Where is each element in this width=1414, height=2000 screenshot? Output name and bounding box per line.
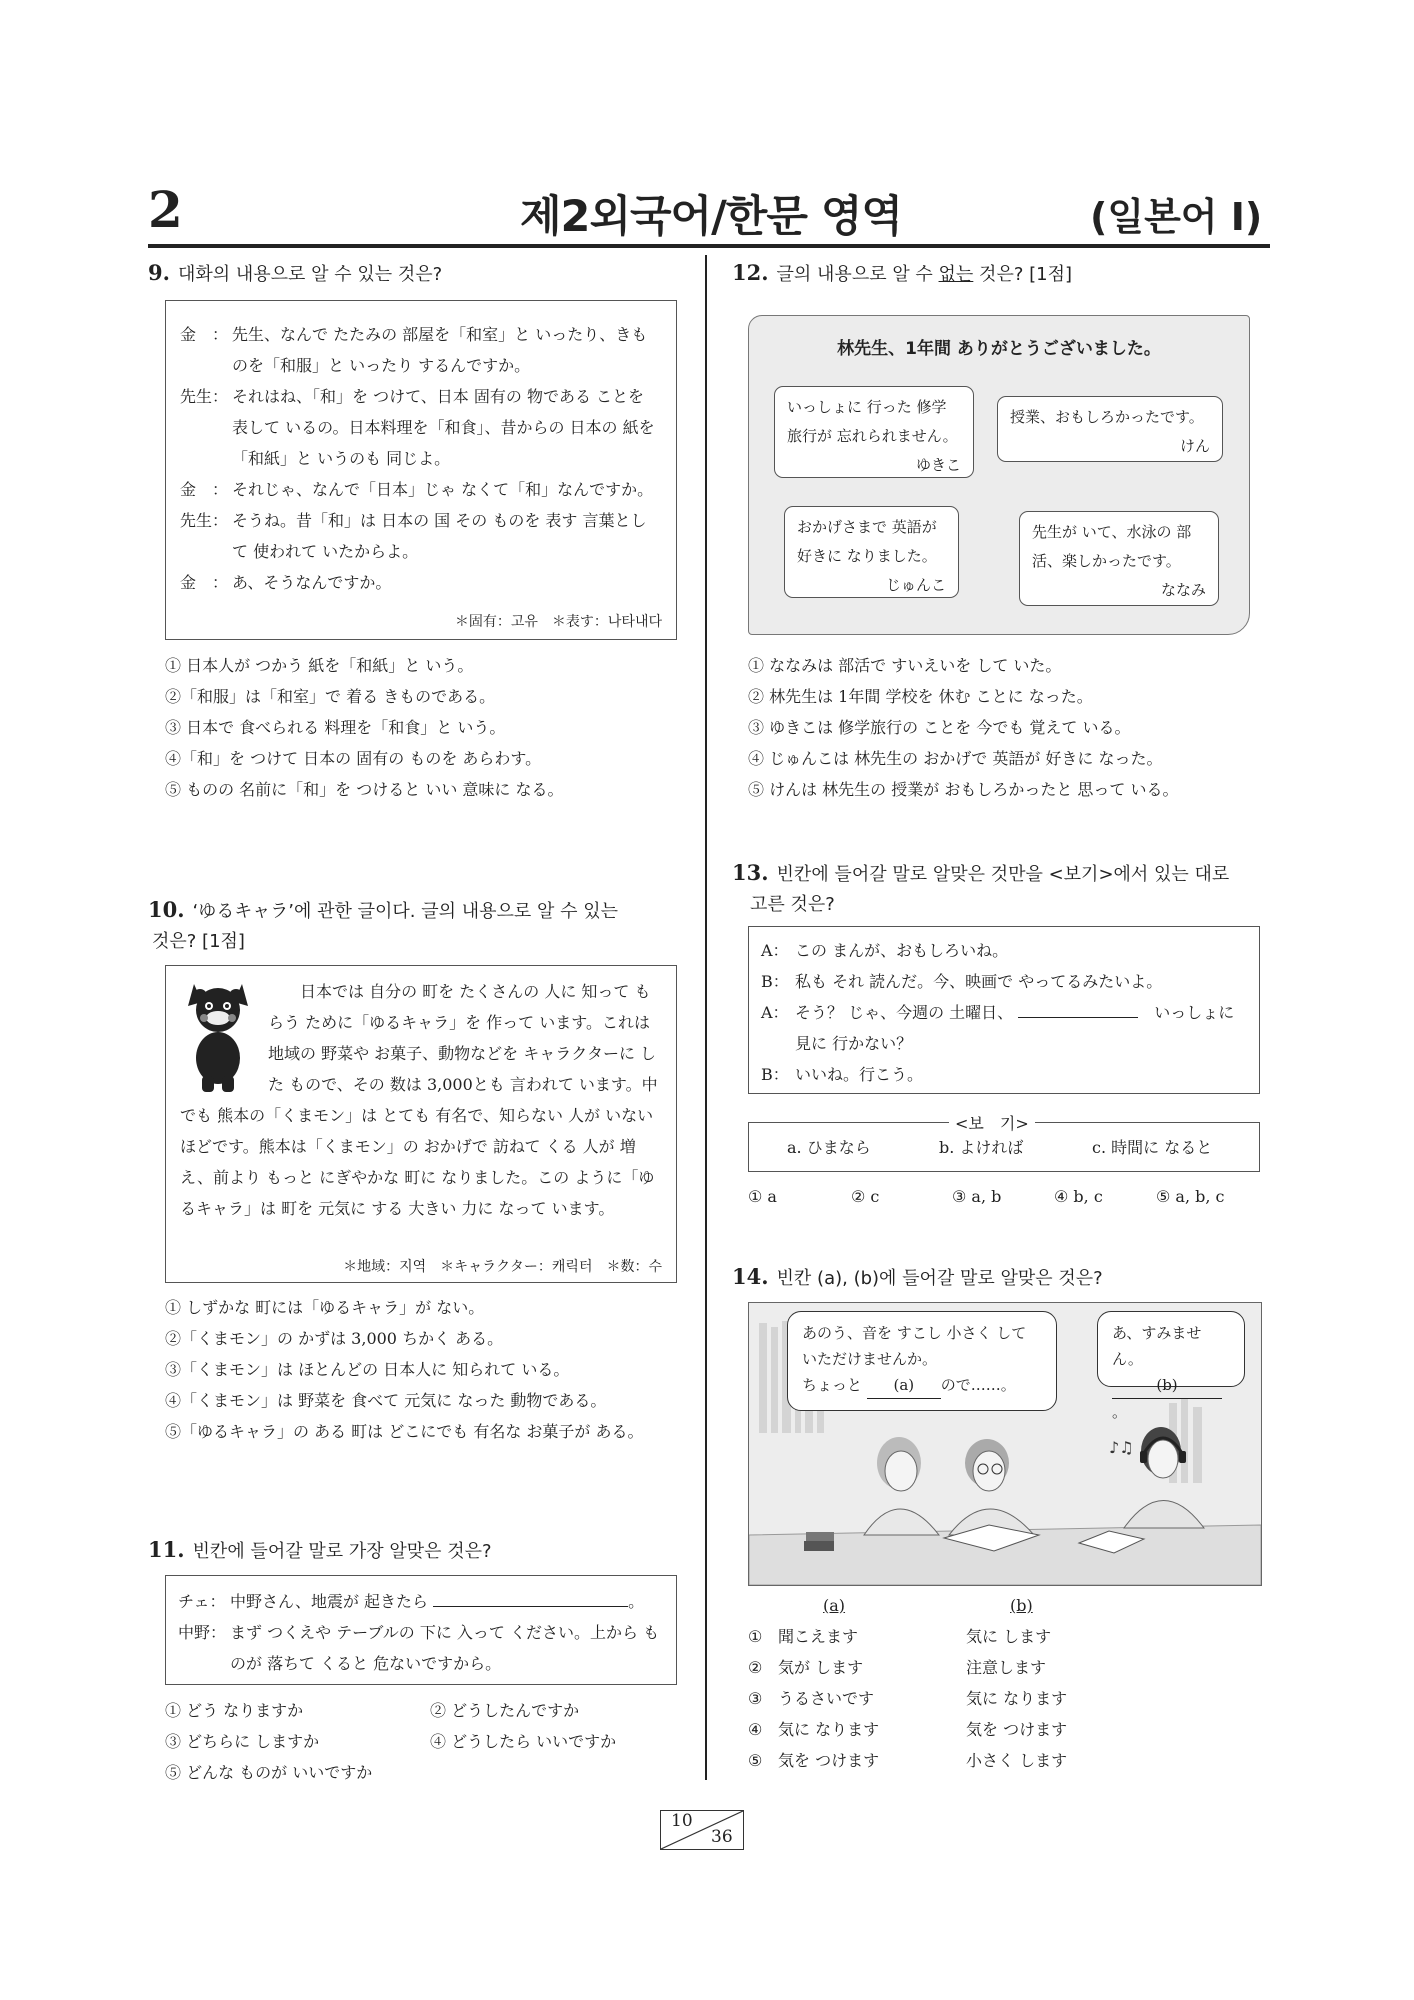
dialogue-line: 先生： それはね、「和」を つけて、日本 固有の 物である ことを 表して いるの。日本料理を「和食」、昔からの 日本の 紙を「和紙」と いうのも 同じよ。 bbox=[180, 387, 655, 468]
answer-option[interactable]: ② 林先生は 1年間 学校を 休む ことに なった。 bbox=[748, 687, 1093, 706]
q14-options bbox=[748, 1590, 1268, 1776]
exam-title: 제2외국어/한문 영역 bbox=[520, 192, 902, 242]
answer-option[interactable]: ④ b, c bbox=[1054, 1187, 1103, 1206]
answer-option[interactable]: ③ 日本で 食べられる 料理を「和食」と いう。 bbox=[165, 718, 506, 737]
dialogue-line: A： そう？ じゃ、今週の 土曜日、 いっしょに 見に 行かない？ bbox=[761, 1003, 1235, 1053]
current-page: 10 bbox=[671, 1811, 693, 1831]
answer-option[interactable]: ② 気が します 注意します bbox=[748, 1658, 1047, 1677]
page-counter bbox=[660, 1810, 744, 1850]
q11-dialogue-box bbox=[165, 1575, 677, 1685]
answer-option[interactable]: ③ どちらに しますか bbox=[165, 1732, 320, 1751]
message-board bbox=[748, 315, 1250, 635]
bogi-label: <보 기> bbox=[949, 1111, 1035, 1134]
answer-option[interactable]: ③ a, b bbox=[952, 1187, 1002, 1206]
board-title: 林先生、1年間 ありがとうございました。 bbox=[837, 339, 1161, 359]
q13-dialogue-box bbox=[748, 926, 1260, 1094]
answer-option[interactable]: ④ どうしたら いいですか bbox=[430, 1732, 617, 1751]
answer-option[interactable]: ① どう なりますか bbox=[165, 1701, 304, 1720]
subject-label: (일본어 I) bbox=[1090, 195, 1263, 239]
message-card: 先生が いて、水泳の 部活、楽しかったです。 ななみ bbox=[1019, 511, 1219, 606]
answer-option[interactable]: ⑤「ゆるキャラ」の ある 町は どこにでも 有名な お菓子が ある。 bbox=[165, 1422, 644, 1441]
q14-title: 14. 빈칸 (a), (b)에 들어갈 말로 알맞은 것은? bbox=[732, 1264, 1103, 1289]
answer-option[interactable]: ⑤ 気を つけます 小さく します bbox=[748, 1751, 1068, 1770]
message-card: おかげさまで 英語が 好きに なりました。 じゅんこ bbox=[784, 506, 959, 598]
column-header-b: (b) bbox=[1010, 1596, 1033, 1615]
dialogue-line: 金 ： あ、そうなんですか。 bbox=[180, 573, 392, 592]
answer-blank bbox=[1018, 1017, 1138, 1018]
answer-option[interactable]: ① しずかな 町には「ゆるキャラ」が ない。 bbox=[165, 1298, 485, 1317]
column-divider bbox=[705, 255, 707, 1780]
message-card: いっしょに 行った 修学旅行が 忘れられません。 ゆきこ bbox=[774, 386, 974, 478]
header-rule bbox=[148, 244, 1270, 248]
answer-blank-a: (a) bbox=[867, 1372, 941, 1399]
q9-title: 9. 대화의 내용으로 알 수 있는 것은? bbox=[148, 260, 443, 285]
bogi-item: c. 時間に なると bbox=[1092, 1138, 1213, 1157]
page-number: 2 bbox=[148, 180, 183, 239]
speech-bubble: あのう、音を すこし 小さく して いただけませんか。 ちょっと (a) ので……。 bbox=[787, 1311, 1057, 1411]
dialogue-line: 金 ： 先生、なんで たたみの 部屋を「和室」と いったり、きものを「和服」と いったり するんですか。 bbox=[180, 325, 648, 375]
answer-option[interactable]: ③ うるさいです 気に なります bbox=[748, 1689, 1068, 1708]
kumamon-illustration bbox=[180, 976, 256, 1094]
answer-option[interactable]: ②「くまモン」の かずは 3,000 ちかく ある。 bbox=[165, 1329, 504, 1348]
answer-option[interactable]: ③ ゆきこは 修学旅行の ことを 今でも 覚えて いる。 bbox=[748, 718, 1131, 737]
column-header-a: (a) bbox=[823, 1596, 846, 1615]
q10-passage-box bbox=[165, 965, 677, 1283]
answer-option[interactable]: ④ 気に なります 気を つけます bbox=[748, 1720, 1068, 1739]
dialogue-line: チェ： 中野さん、地震が 起きたら 。 bbox=[178, 1592, 645, 1611]
answer-blank-b: (b) bbox=[1112, 1372, 1222, 1399]
dialogue-line: 先生： そうね。昔「和」は 日本の 国 その ものを 表す 言葉として 使われて いたからよ。 bbox=[180, 511, 647, 561]
vocab-note: ＊固有：고유 ＊表す：나타내다 bbox=[454, 614, 662, 630]
q10-passage-text: 日本では 自分の 町を たくさんの 人に 知って もらう ために「ゆるキャラ」を 作って います。これは 地域の 野菜や お菓子、動物などを キャラクターに した もので、その 数は 3,000とも 言われて います。中でも 熊本の「くまモン」は とても 有名で、知らない 人が いないほどです。熊本は「くまモン」の おかげで 訪ねて くる 人が 増え、前より もっと にぎやかな 町に なりました。この ように「ゆるキャラ」は 町を 元気に する 大きい 力に なって います。 bbox=[180, 982, 658, 1218]
dialogue-line: 中野： まず つくえや テーブルの 下に 入って ください。上から ものが 落ちて くると 危ないですから。 bbox=[178, 1623, 660, 1673]
answer-option[interactable]: ② c bbox=[851, 1187, 880, 1206]
q14-illustration bbox=[748, 1302, 1262, 1586]
answer-option[interactable]: ③「くまモン」は ほとんどの 日本人に 知られて いる。 bbox=[165, 1360, 570, 1379]
answer-option[interactable]: ⑤ けんは 林先生の 授業が おもしろかったと 思って いる。 bbox=[748, 780, 1179, 799]
answer-option[interactable]: ④「和」を つけて 日本の 固有の ものを あらわす。 bbox=[165, 749, 542, 768]
speech-bubble: あ、すみません。 (b)。 bbox=[1097, 1311, 1245, 1387]
q13-title: 13. 빈칸에 들어갈 말로 알맞은 것만을 <보기>에서 있는 대로 고른 것은? bbox=[732, 860, 1230, 915]
bogi-item: b. よければ bbox=[939, 1138, 1024, 1157]
answer-option[interactable]: ⑤ ものの 名前に「和」を つけると いい 意味に なる。 bbox=[165, 780, 564, 799]
svg-text:♪♫: ♪♫ bbox=[1109, 1438, 1134, 1457]
q10-title: 10. ‘ゆるキャラ’에 관한 글이다. 글의 내용으로 알 수 있는 것은? [1점] bbox=[148, 897, 618, 952]
message-card: 授業、おもしろかったです。 けん bbox=[997, 396, 1223, 462]
q9-options bbox=[165, 650, 564, 805]
answer-option[interactable]: ④ じゅんこは 林先生の おかげで 英語が 好きに なった。 bbox=[748, 749, 1163, 768]
bogi-box bbox=[748, 1114, 1260, 1172]
answer-option[interactable]: ① ななみは 部活で すいえいを して いた。 bbox=[748, 656, 1062, 675]
answer-option[interactable]: ① 日本人が つかう 紙を「和紙」と いう。 bbox=[165, 656, 474, 675]
answer-option[interactable]: ⑤ どんな ものが いいですか bbox=[165, 1763, 373, 1782]
answer-option[interactable]: ②「和服」は「和室」で 着る きものである。 bbox=[165, 687, 496, 706]
answer-option[interactable]: ④「くまモン」は 野菜を 食べて 元気に なった 動物である。 bbox=[165, 1391, 607, 1410]
answer-option[interactable]: ① 聞こえます 気に します bbox=[748, 1627, 1052, 1646]
dialogue-line: B： 私も それ 読んだ。今、映画で やってるみたいよ。 bbox=[761, 972, 1163, 991]
answer-option[interactable]: ① a bbox=[748, 1187, 777, 1206]
total-pages: 36 bbox=[711, 1827, 733, 1847]
dialogue-line: 金 ： それじゃ、なんで「日本」じゃ なくて「和」なんですか。 bbox=[180, 480, 654, 499]
answer-blank bbox=[433, 1606, 628, 1607]
answer-option[interactable]: ⑤ a, b, c bbox=[1156, 1187, 1225, 1206]
bogi-item: a. ひまなら bbox=[787, 1138, 871, 1157]
q12-title: 12. 글의 내용으로 알 수 없는 것은? [1점] bbox=[732, 260, 1072, 285]
q12-options bbox=[748, 650, 1179, 805]
answer-option[interactable]: ② どうしたんですか bbox=[430, 1701, 580, 1720]
q10-options bbox=[165, 1292, 644, 1447]
dialogue-line: A： この まんが、おもしろいね。 bbox=[761, 941, 1009, 960]
q11-title: 11. 빈칸에 들어갈 말로 가장 알맞은 것은? bbox=[148, 1537, 492, 1562]
q11-options bbox=[165, 1695, 685, 1788]
q9-dialogue-box bbox=[165, 300, 677, 640]
vocab-note: ＊地域：지역 ＊キャラクター：캐릭터 ＊数：수 bbox=[343, 1259, 662, 1275]
dialogue-line: B： いいね。行こう。 bbox=[761, 1065, 924, 1084]
